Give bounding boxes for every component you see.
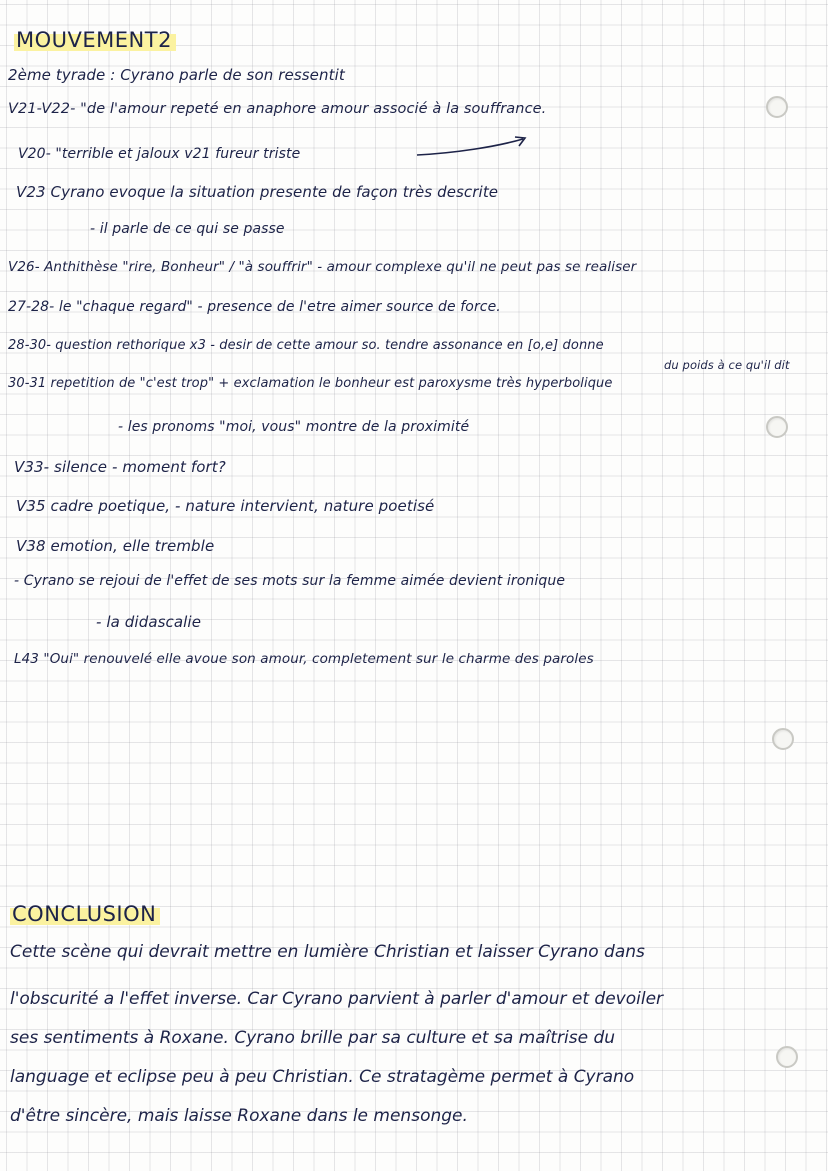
- note-line: 30-31 repetition de "c'est trop" + exclamation le bonheur est paroxysme très hyperbolique: [8, 376, 613, 391]
- conclusion-line: Cette scène qui devrait mettre en lumière Christian et laisser Cyrano dans: [10, 942, 645, 962]
- note-line: V20- "terrible et jaloux v21 fureur triste: [18, 146, 301, 162]
- note-line: V26- Anthithèse "rire, Bonheur" / "à souffrir" - amour complexe qu'il ne peut pas se realiser: [8, 259, 637, 275]
- note-line: V33- silence - moment fort?: [14, 458, 226, 476]
- conclusion-line: ses sentiments à Roxane. Cyrano brille par sa culture et sa maîtrise du: [10, 1028, 616, 1048]
- punch-hole-icon: [766, 96, 788, 118]
- note-line: - il parle de ce qui se passe: [90, 221, 285, 237]
- note-line: V21-V22- "de l'amour repeté en anaphore amour associé à la souffrance.: [8, 101, 547, 117]
- note-line: - les pronoms "moi, vous" montre de la proximité: [118, 419, 470, 435]
- punch-hole-icon: [776, 1046, 798, 1068]
- conclusion-line: language et eclipse peu à peu Christian. Ce stratagème permet à Cyrano: [10, 1067, 635, 1087]
- note-line: - la didascalie: [96, 613, 202, 631]
- note-line: - Cyrano se rejoui de l'effet de ses mots sur la femme aimée devient ironique: [14, 573, 566, 589]
- conclusion-line: l'obscurité a l'effet inverse. Car Cyrano parvient à parler d'amour et devoiler: [10, 989, 664, 1009]
- note-line: L43 "Oui" renouvelé elle avoue son amour, completement sur le charme des paroles: [14, 651, 594, 667]
- note-line: V38 emotion, elle tremble: [16, 537, 215, 555]
- note-line: 27-28- le "chaque regard" - presence de l'etre aimer source de force.: [8, 299, 501, 315]
- arrow-right-icon: [415, 133, 535, 163]
- section-heading-conclusion: CONCLUSION: [10, 902, 160, 926]
- note-line: V23 Cyrano evoque la situation presente de façon très descrite: [16, 183, 499, 201]
- punch-hole-icon: [772, 728, 794, 750]
- punch-hole-icon: [766, 416, 788, 438]
- conclusion-line: d'être sincère, mais laisse Roxane dans le mensonge.: [10, 1106, 468, 1126]
- note-line: 2ème tyrade : Cyrano parle de son ressentit: [8, 66, 345, 84]
- note-line: 28-30- question rethorique x3 - desir de cette amour so. tendre assonance en [o,e] donne: [8, 338, 604, 353]
- note-line: du poids à ce qu'il dit: [664, 358, 790, 372]
- section-heading-mouvement: MOUVEMENT2: [14, 28, 176, 52]
- note-line: V35 cadre poetique, - nature intervient, nature poetisé: [16, 497, 435, 515]
